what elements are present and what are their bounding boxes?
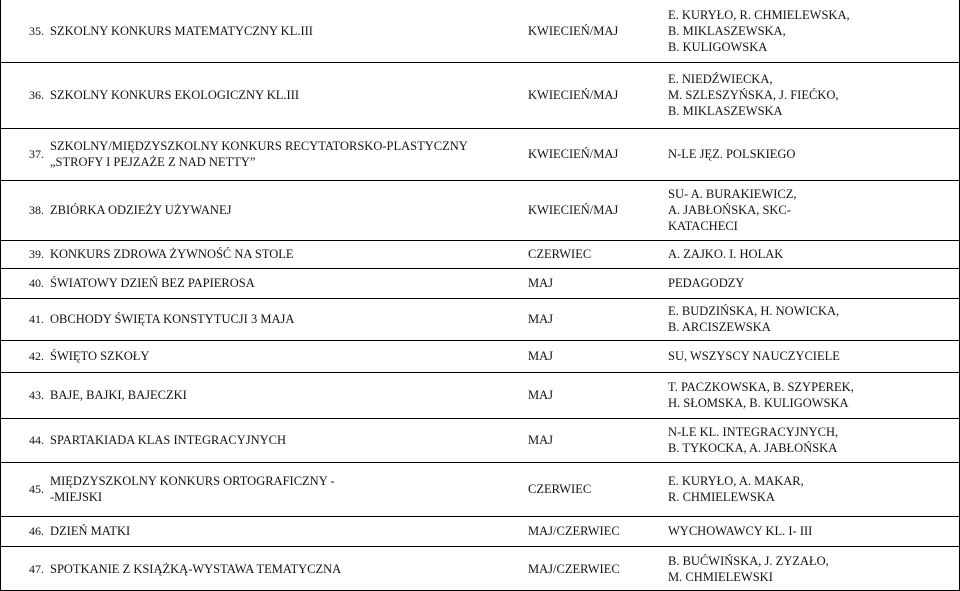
event-term: MAJ xyxy=(528,349,554,363)
row-number: 41. xyxy=(29,312,44,326)
responsible-persons-line: B. ARCISZEWSKA xyxy=(668,320,771,334)
event-name-line: SZKOLNY KONKURS MATEMATYCZNY KL.III xyxy=(50,24,313,38)
event-name-line: KONKURS ZDROWA ŻYWNOŚĆ NA STOLE xyxy=(50,247,294,261)
table-row xyxy=(0,180,960,240)
responsible-persons-line: N-LE JĘZ. POLSKIEGO xyxy=(668,147,796,161)
row-number: 38. xyxy=(29,203,44,217)
event-name xyxy=(50,462,520,516)
table-row xyxy=(0,546,960,591)
row-number: 39. xyxy=(29,247,44,261)
responsible-persons-line: M. SZLESZYŃSKA, J. FIEĆKO, xyxy=(668,88,839,102)
table-row xyxy=(0,268,960,298)
table-row xyxy=(0,340,960,372)
table-row xyxy=(0,0,960,62)
responsible-persons xyxy=(668,180,938,240)
responsible-persons xyxy=(668,268,938,298)
event-term: CZERWIEC xyxy=(528,247,592,261)
event-term: KWIECIEŃ/MAJ xyxy=(528,88,619,102)
responsible-persons-line: E. BUDZIŃSKA, H. NOWICKA, xyxy=(668,304,840,318)
responsible-persons-line: E. KURYŁO, A. MAKAR, xyxy=(668,474,804,488)
row-number: 45. xyxy=(29,482,44,496)
event-name xyxy=(50,298,520,340)
event-term: MAJ/CZERWIEC xyxy=(528,524,620,538)
event-name xyxy=(50,418,520,462)
table-row xyxy=(0,240,960,268)
responsible-persons-line: A. JABŁOŃSKA, SKC- xyxy=(668,203,791,217)
row-number: 35. xyxy=(29,24,44,38)
responsible-persons-line: M. CHMIELEWSKI xyxy=(668,569,773,584)
responsible-persons xyxy=(668,462,938,516)
event-name xyxy=(50,0,520,62)
event-term: MAJ xyxy=(528,433,554,447)
event-term: MAJ/CZERWIEC xyxy=(528,561,620,576)
responsible-persons-line: KATACHECI xyxy=(668,219,738,233)
responsible-persons xyxy=(668,372,938,418)
event-name-line: SPOTKANIE Z KSIĄŻKĄ-WYSTAWA TEMATYCZNA xyxy=(50,561,342,576)
event-term: MAJ xyxy=(528,312,554,326)
event-name-line: ŚWIATOWY DZIEŃ BEZ PAPIEROSA xyxy=(50,276,255,290)
responsible-persons xyxy=(668,418,938,462)
responsible-persons xyxy=(668,240,938,268)
responsible-persons-line: A. ZAJKO. I. HOLAK xyxy=(668,247,784,261)
responsible-persons-line: T. PACZKOWSKA, B. SZYPEREK, xyxy=(668,380,854,394)
responsible-persons-line: B. KULIGOWSKA xyxy=(668,40,768,54)
row-number: 36. xyxy=(29,88,44,102)
table-row xyxy=(0,372,960,418)
responsible-persons xyxy=(668,128,938,180)
event-name-line: BAJE, BAJKI, BAJECZKI xyxy=(50,388,187,402)
responsible-persons-line: SU, WSZYSCY NAUCZYCIELE xyxy=(668,349,840,363)
row-number: 40. xyxy=(29,276,44,290)
table-row xyxy=(0,462,960,516)
table-row xyxy=(0,128,960,180)
responsible-persons xyxy=(668,62,938,128)
responsible-persons-line: E. NIEDŹWIECKA, xyxy=(668,72,773,86)
responsible-persons-line: WYCHOWAWCY KL. I- III xyxy=(668,524,813,538)
event-term: MAJ xyxy=(528,388,554,402)
responsible-persons xyxy=(668,516,938,546)
event-term: KWIECIEŃ/MAJ xyxy=(528,203,619,217)
row-number: 42. xyxy=(29,349,44,363)
event-name-line: SPARTAKIADA KLAS INTEGRACYJNYCH xyxy=(50,433,287,447)
event-name-line: DZIEŃ MATKI xyxy=(50,524,131,538)
responsible-persons xyxy=(668,546,938,591)
row-number: 43. xyxy=(29,388,44,402)
event-term: KWIECIEŃ/MAJ xyxy=(528,24,619,38)
responsible-persons-line: B. MIKLASZEWSKA, xyxy=(668,24,786,38)
event-name xyxy=(50,268,520,298)
event-name xyxy=(50,180,520,240)
responsible-persons-line: B. BUĆWIŃSKA, J. ZYZAŁO, xyxy=(668,553,829,568)
row-number: 46. xyxy=(29,524,44,538)
event-name-line: ŚWIĘTO SZKOŁY xyxy=(50,349,150,363)
event-term: CZERWIEC xyxy=(528,482,592,496)
responsible-persons-line: SU- A. BURAKIEWICZ, xyxy=(668,187,797,201)
row-number: 44. xyxy=(29,433,44,447)
table-row xyxy=(0,298,960,340)
event-name-line: ZBIÓRKA ODZIEŻY UŻYWANEJ xyxy=(50,203,232,217)
table-row xyxy=(0,516,960,546)
responsible-persons-line: PEDAGODZY xyxy=(668,276,745,290)
event-name xyxy=(50,240,520,268)
responsible-persons-line: H. SŁOMSKA, B. KULIGOWSKA xyxy=(668,396,849,410)
responsible-persons xyxy=(668,298,938,340)
responsible-persons-line: N-LE KL. INTEGRACYJNYCH, xyxy=(668,425,839,439)
table-row xyxy=(0,418,960,462)
event-name xyxy=(50,546,520,591)
row-number: 47. xyxy=(29,561,44,576)
event-name-line: -MIEJSKI xyxy=(50,490,103,504)
row-number: 37. xyxy=(29,147,44,161)
table-row xyxy=(0,62,960,128)
event-name xyxy=(50,62,520,128)
responsible-persons-line: B. TYKOCKA, A. JABŁOŃSKA xyxy=(668,441,838,455)
event-name xyxy=(50,128,520,180)
event-name-line: MIĘDZYSZKOLNY KONKURS ORTOGRAFICZNY - xyxy=(50,474,335,488)
event-name xyxy=(50,340,520,372)
event-name xyxy=(50,372,520,418)
responsible-persons-line: R. CHMIELEWSKA xyxy=(668,490,775,504)
event-term: KWIECIEŃ/MAJ xyxy=(528,147,619,161)
responsible-persons xyxy=(668,340,938,372)
event-term: MAJ xyxy=(528,276,554,290)
responsible-persons-line: E. KURYŁO, R. CHMIELEWSKA, xyxy=(668,8,850,22)
event-name-line: „STROFY I PEJZAŻE Z NAD NETTY” xyxy=(50,155,256,169)
responsible-persons-line: B. MIKLASZEWSKA xyxy=(668,104,783,118)
event-name-line: SZKOLNY/MIĘDZYSZKOLNY KONKURS RECYTATORSKO-PLASTYCZNY xyxy=(50,139,468,153)
responsible-persons xyxy=(668,0,938,62)
event-name-line: SZKOLNY KONKURS EKOLOGICZNY KL.III xyxy=(50,88,300,102)
event-name xyxy=(50,516,520,546)
event-name-line: OBCHODY ŚWIĘTA KONSTYTUCJI 3 MAJA xyxy=(50,312,295,326)
